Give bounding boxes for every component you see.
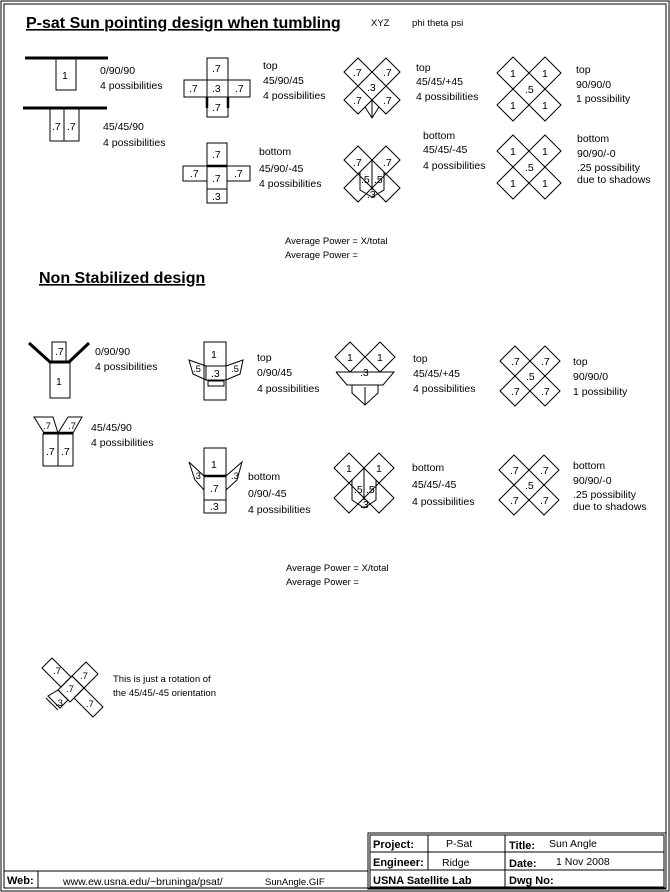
label: .7 (383, 95, 392, 107)
s1-fig-0-90-90 (25, 58, 162, 92)
project-value: P-Sat (446, 838, 473, 850)
s1-fig-bottom-90-90-0 (497, 133, 651, 199)
rotation-fig (42, 658, 103, 717)
s2-fig-45-45-90 (34, 417, 153, 466)
label: .3 (231, 471, 239, 482)
section2-title: Non Stabilized design (39, 270, 206, 287)
label: 1 (377, 352, 383, 364)
s2-fig-bottom-90-90-0 (499, 455, 647, 515)
label: 1 possibility (573, 386, 628, 398)
label: .5 (354, 484, 363, 496)
axes-label: XYZ (371, 18, 390, 29)
label: due to shadows (577, 174, 651, 186)
label: 1 (346, 463, 352, 475)
label: 90/90/-0 (577, 148, 616, 160)
label: .7 (52, 121, 61, 133)
label: .7 (86, 699, 94, 710)
label: .7 (80, 671, 88, 682)
s1-fig-top-90-90-0 (497, 57, 631, 121)
label: bottom (259, 146, 292, 158)
s2-fig-0-90-90 (29, 342, 157, 398)
s2-fig-top-45-45-45 (335, 342, 475, 405)
label: .7 (66, 684, 74, 695)
label: 1 (542, 178, 548, 190)
label: 90/90/0 (576, 79, 612, 91)
label: 4 possibilities (103, 137, 166, 149)
s2-average-power-formula: Average Power = X/total (286, 563, 389, 574)
label: 1 (510, 178, 516, 190)
label: 1 (510, 146, 516, 158)
label: .7 (510, 465, 519, 477)
label: 45/45/-45 (423, 144, 468, 156)
label: .7 (212, 149, 221, 161)
s2-fig-top-90-90-0 (500, 346, 628, 406)
label: top (573, 356, 588, 368)
title-label: Title: (509, 840, 536, 852)
label: 4 possibilities (100, 80, 163, 92)
label: 0/90/90 (95, 346, 131, 358)
s1-average-power-formula: Average Power = X/total (285, 236, 388, 247)
label: .5 (231, 364, 239, 375)
label: 4 possibilities (263, 90, 326, 102)
s2-fig-bottom-45-45-45 (334, 453, 474, 513)
label: .7 (43, 421, 51, 432)
label: .25 possibility (573, 489, 637, 501)
label: top (263, 60, 278, 72)
label: .5 (525, 84, 534, 96)
label: top (257, 352, 272, 364)
label: 1 (211, 349, 217, 361)
label: .7 (189, 83, 198, 95)
label: .7 (212, 63, 221, 75)
label: 0/90/-45 (248, 488, 287, 500)
label: .7 (541, 386, 550, 398)
label: .7 (61, 446, 70, 458)
label: 4 possibilities (95, 361, 158, 373)
label: 0/90/90 (100, 65, 136, 77)
label: 4 possibilities (413, 383, 476, 395)
label: .3 (360, 367, 369, 379)
project-label: Project: (373, 839, 414, 851)
label: .7 (68, 421, 76, 432)
label: top (413, 353, 428, 365)
label: 1 (211, 459, 217, 471)
label: 90/90/-0 (573, 475, 612, 487)
s2-fig-top-0-90-45 (189, 342, 319, 400)
label: 1 (542, 68, 548, 80)
label: .3 (367, 189, 376, 201)
label: .7 (511, 386, 520, 398)
s1-fig-45-45-90 (23, 108, 165, 149)
label: top (576, 64, 591, 76)
engineer-label: Engineer: (373, 857, 424, 869)
s2-fig-bottom-0-90-45 (189, 448, 310, 516)
engineer-value: Ridge (442, 857, 470, 869)
label: .7 (53, 666, 61, 677)
label: top (416, 62, 431, 74)
label: .7 (540, 465, 549, 477)
page-title: P-sat Sun pointing design when tumbling (26, 15, 341, 32)
label: 4 possibilities (259, 178, 322, 190)
label: 1 (510, 68, 516, 80)
label: 0/90/45 (257, 367, 293, 379)
panel-outline (69, 343, 89, 362)
s1-fig-top-45-90-45 (184, 58, 325, 117)
label: 4 possibilities (91, 437, 154, 449)
label: .7 (353, 67, 362, 79)
rotation-note-line2: the 45/45/-45 orientation (113, 688, 216, 699)
label: 90/90/0 (573, 371, 609, 383)
label: 45/45/90 (103, 121, 144, 133)
label: .7 (190, 168, 199, 180)
label: .7 (212, 173, 221, 185)
label: .7 (235, 83, 244, 95)
label: .7 (540, 495, 549, 507)
label: .3 (193, 471, 201, 482)
label: 4 possibilities (257, 383, 320, 395)
label: .7 (353, 157, 362, 169)
label: .5 (525, 480, 534, 492)
s1-average-power-result: Average Power = (285, 250, 358, 261)
label: .7 (234, 168, 243, 180)
label: bottom (423, 130, 456, 142)
label: 1 (510, 100, 516, 112)
label: 1 (62, 70, 68, 82)
label: 45/45/90 (91, 422, 132, 434)
label: 45/45/+45 (413, 368, 461, 380)
angles-label: phi theta psi (412, 18, 464, 29)
label: 45/90/45 (263, 75, 304, 87)
label: .7 (541, 356, 550, 368)
label: .3 (212, 83, 221, 95)
label: .7 (46, 446, 55, 458)
label: .7 (212, 102, 221, 114)
label: .5 (366, 484, 375, 496)
label: .7 (55, 346, 64, 358)
rotation-note-line1: This is just a rotation of (113, 674, 211, 685)
label: bottom (577, 133, 610, 145)
label: .5 (374, 174, 383, 186)
web-file: SunAngle.GIF (265, 877, 325, 888)
label: bottom (573, 460, 606, 472)
date-label: Date: (509, 858, 537, 870)
label: 1 (542, 146, 548, 158)
s1-fig-bottom-45-90-45 (183, 143, 321, 203)
label: .5 (525, 162, 534, 174)
label: 45/90/-45 (259, 163, 304, 175)
label: .5 (361, 174, 370, 186)
title-value: Sun Angle (549, 838, 597, 850)
label: 1 (56, 376, 62, 388)
label: .3 (360, 499, 369, 511)
date-value: 1 Nov 2008 (556, 856, 610, 868)
title-block (4, 833, 666, 889)
label: 45/45/+45 (416, 76, 464, 88)
label: 1 (376, 463, 382, 475)
s2-average-power-result: Average Power = (286, 577, 359, 588)
s1-fig-top-45-45-45 (344, 58, 478, 118)
label: .3 (211, 368, 220, 380)
label: bottom (412, 462, 445, 474)
label: .5 (193, 364, 201, 375)
label: 4 possibilities (248, 504, 311, 516)
label: .7 (511, 356, 520, 368)
label: due to shadows (573, 501, 647, 513)
label: .7 (67, 121, 76, 133)
label: 4 possibilities (423, 160, 486, 172)
panel-outline (29, 343, 50, 362)
label: 4 possibilities (416, 91, 479, 103)
label: 4 possibilities (412, 496, 475, 508)
web-url: www.ew.usna.edu/~bruninga/psat/ (63, 876, 223, 888)
label: bottom (248, 471, 281, 483)
label: .7 (510, 495, 519, 507)
label: .7 (383, 157, 392, 169)
label: 1 (347, 352, 353, 364)
label: .3 (367, 82, 376, 94)
label: .3 (210, 501, 219, 513)
label: 1 possibility (576, 93, 631, 105)
label: .3 (55, 698, 63, 709)
dwg-no-label: Dwg No: (509, 875, 554, 887)
s1-fig-bottom-45-45-45 (344, 130, 485, 202)
label: .25 possibility (577, 162, 641, 174)
label: .7 (210, 483, 219, 495)
label: 45/45/-45 (412, 479, 457, 491)
label: .3 (212, 191, 221, 203)
label: .7 (383, 67, 392, 79)
web-label: Web: (7, 875, 34, 887)
label: .7 (353, 95, 362, 107)
label: .5 (526, 371, 535, 383)
panel-outline (208, 381, 224, 386)
label: 1 (542, 100, 548, 112)
lab-label: USNA Satellite Lab (373, 875, 472, 887)
